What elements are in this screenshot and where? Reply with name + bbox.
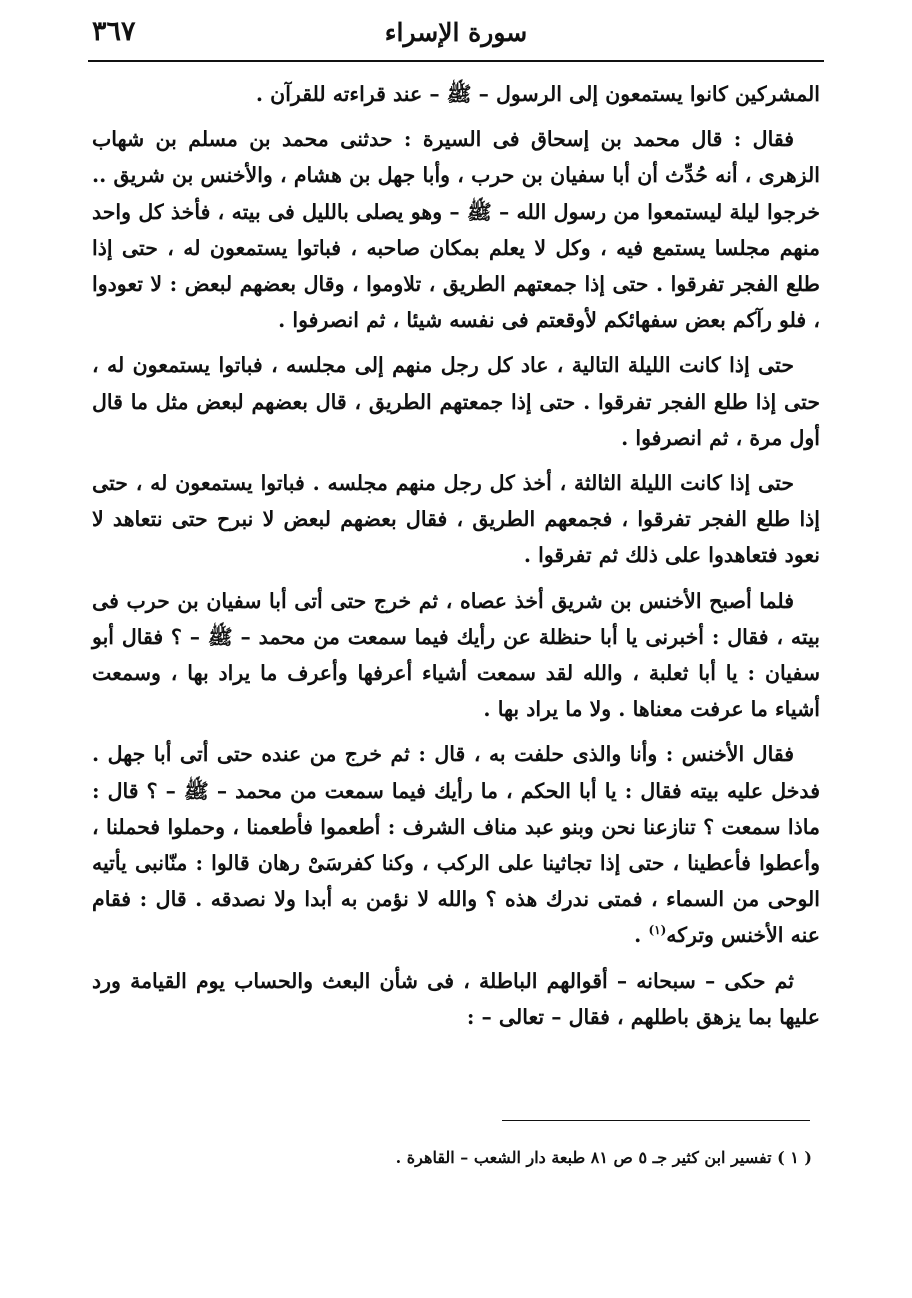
surah-title: سورة الإسراء [384, 18, 528, 47]
page-number: ٣٦٧ [92, 16, 136, 47]
page-header [88, 14, 824, 54]
header-divider [88, 60, 824, 62]
footnote: ( ١ ) تفسير ابن كثير جـ ٥ ص ٨١ طبعة دار الشعب – القاهرة . [395, 1148, 812, 1167]
body-text [92, 76, 820, 1044]
paragraph-text: فقال الأخنس : وأنا والذى حلفت به ، قال : ثم خرج من عنده حتى أتى أبا جهل . فدخل عليه بيته فقال : يا أبا الحكم ، ما رأيك فيما سمعت من محمد – ﷺ – ؟ قال : ماذا سمعت ؟ تنازعنا نحن وبنو عبد مناف الشرف : أطعموا فأطعمنا ، وحملوا فحملنا ، وأعطوا فأعطينا ، حتى إذا تجاثينا على الركب ، وكنا كفرسَىْ رهان قالوا : منّانبى يأتيه الوحى من السماء ، فمتى ندرك هذه ؟ والله لا نؤمن به أبدا ولا نصدقه . قال : فقام عنه الأخنس وتركه [92, 742, 820, 948]
paragraph: فقال : قال محمد بن إسحاق فى السيرة : حدثنى محمد بن مسلم بن شهاب الزهرى ، أنه حُدِّث أن أبا سفيان بن حرب ، وأبا جهل بن هشام ، والأخنس بن شريق .. خرجوا ليلة ليستمعوا من رسول الله – ﷺ – وهو يصلى بالليل فى بيته ، فأخذ كل واحد منهم مجلسا يستمع فيه ، وكل لا يعلم بمكان صاحبه ، فباتوا يستمعون له ، حتى إذا طلع الفجر تفرقوا . حتى إذا جمعتهم الطريق ، تلاوموا ، وقال بعضهم لبعض : لا تعودوا ، فلو رآكم بعض سفهائكم لأوقعتم فى نفسه شيئا ، ثم انصرفوا . [92, 127, 820, 333]
paragraph: حتى إذا كانت الليلة التالية ، عاد كل رجل منهم إلى مجلسه ، فباتوا يستمعون له ، حتى إذا طلع الفجر تفرقوا . حتى إذا جمعتهم الطريق ، قال بعضهم لبعض مثل ما قال أول مرة ، ثم انصرفوا . [92, 353, 820, 450]
footnote-reference: (١) [648, 923, 667, 938]
footnote-divider [502, 1120, 810, 1121]
paragraph: حتى إذا كانت الليلة الثالثة ، أخذ كل رجل منهم مجلسه . فباتوا يستمعون له ، حتى إذا طلع الفجر تفرقوا ، فجمعهم الطريق ، فقال بعضهم لبعض لا نبرح حتى نتعاهد لا نعود فتعاهدوا على ذلك ثم تفرقوا . [92, 471, 820, 568]
paragraph-with-footnote [92, 736, 820, 953]
paragraph-end-mark: . [634, 923, 649, 948]
paragraph: فلما أصبح الأخنس بن شريق أخذ عصاه ، ثم خرج حتى أتى أبا سفيان بن حرب فى بيته ، فقال : أخبرنى يا أبا حنظلة عن رأيك فيما سمعت من محمد – ﷺ – ؟ فقال أبو سفيان : يا أبا ثعلبة ، والله لقد سمعت أشياء أعرفها وأعرف ما يراد بها ، وسمعت أشياء ما عرفت معناها . ولا ما يراد بها . [92, 588, 820, 722]
paragraph: ثم حكى – سبحانه – أقوالهم الباطلة ، فى شأن البعث والحساب يوم القيامة ورد عليها بما يزهق باطلهم ، فقال – تعالى – : [92, 968, 820, 1029]
paragraph: المشركين كانوا يستمعون إلى الرسول – ﷺ – عند قراءته للقرآن . [255, 82, 820, 106]
